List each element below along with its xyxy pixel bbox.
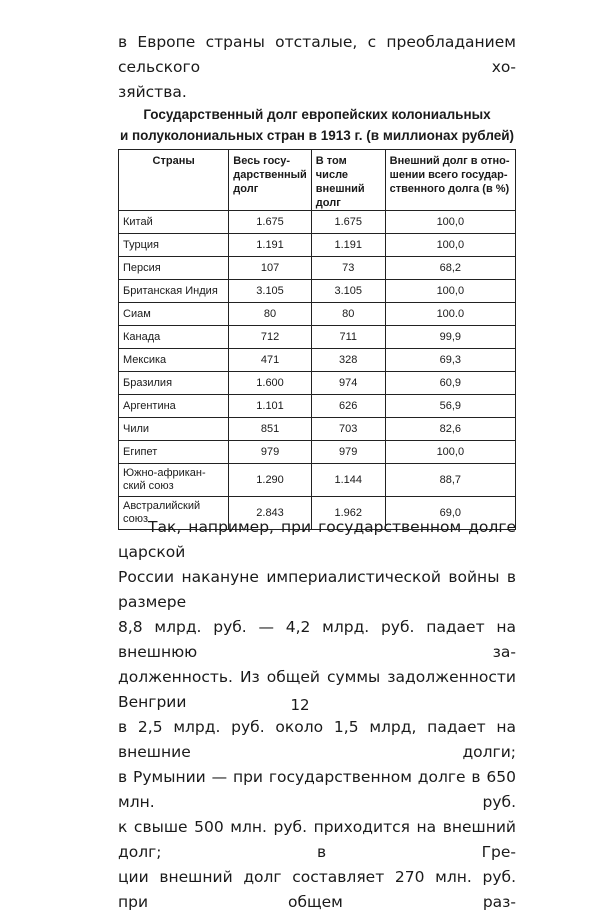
external-debt-cell: 1.675 [311,211,385,234]
external-debt-cell: 80 [311,303,385,326]
debt-table [118,149,516,530]
text-line: к свыше 500 млн. руб. приходится на внешний долг; в Гре- [118,818,516,861]
text-line: в Европе страны отсталые, с преобладанием сельского хо- [118,33,516,76]
table-row [119,257,516,280]
total-debt-cell: 3.105 [229,280,312,303]
country-cell: Аргентина [119,395,229,418]
table-row [119,464,516,497]
total-debt-cell: 1.600 [229,372,312,395]
total-debt-cell: 1.675 [229,211,312,234]
country-cell: Китай [119,211,229,234]
total-debt-cell: 979 [229,441,312,464]
bottom-paragraph [118,515,516,915]
external-percent-cell: 69,0 [385,497,515,530]
table-row [119,211,516,234]
total-debt-cell: 107 [229,257,312,280]
total-debt-cell: 1.290 [229,464,312,497]
table-row [119,372,516,395]
country-cell: Сиам [119,303,229,326]
table-row [119,280,516,303]
text-line: Так, например, при государственном долге царской [118,518,516,561]
table-title-line: и полуколониальных стран в 1913 г. (в миллионах рублей) [119,128,515,143]
country-cell: Южно-африкан- ский союз [119,464,229,497]
external-percent-cell: 99,9 [385,326,515,349]
total-debt-cell: 1.191 [229,234,312,257]
table-row [119,234,516,257]
page-number: 12 [290,696,310,714]
total-debt-cell: 80 [229,303,312,326]
total-debt-cell: 471 [229,349,312,372]
external-debt-cell: 974 [311,372,385,395]
external-debt-cell: 979 [311,441,385,464]
table-row [119,326,516,349]
header-external-percent-label: Внешний долг в отно- шении всего государ- ственного долга (в %) [389,155,510,195]
table-row [119,441,516,464]
external-percent-cell: 68,2 [385,257,515,280]
table-header-row [119,150,516,211]
country-cell: Персия [119,257,229,280]
table-row [119,303,516,326]
text-line: ции внешний долг составляет 270 млн. руб. при общем раз- [118,868,516,911]
text-line: 8,8 млрд. руб. — 4,2 млрд. руб. падает на внешнюю за- [118,618,516,661]
total-debt-cell: 1.101 [229,395,312,418]
external-percent-cell: 82,6 [385,418,515,441]
external-percent-cell: 100.0 [385,303,515,326]
country-cell: Австралийский союз [119,497,229,530]
text-line: в Румынии — при государственном долге в 650 млн. руб. [118,768,516,811]
header-countries-label: Страны [152,155,195,167]
table-title [118,104,516,146]
external-percent-cell: 69,3 [385,349,515,372]
table-row [119,418,516,441]
external-debt-cell: 703 [311,418,385,441]
country-cell: Чили [119,418,229,441]
external-debt-cell: 626 [311,395,385,418]
external-debt-cell: 711 [311,326,385,349]
country-cell: Египет [119,441,229,464]
header-countries [119,150,229,211]
country-cell: Бразилия [119,372,229,395]
country-cell: Турция [119,234,229,257]
table-row [119,349,516,372]
text-line: в 2,5 млрд. руб. около 1,5 млрд, падает на внешние долги; [118,718,516,761]
total-debt-cell: 851 [229,418,312,441]
external-debt-cell: 328 [311,349,385,372]
country-cell: Мексика [119,349,229,372]
external-percent-cell: 60,9 [385,372,515,395]
external-debt-cell: 1.962 [311,497,385,530]
header-external-debt-label: В том числе внешний долг [315,155,365,209]
text-line: зяйства. [118,83,187,101]
header-total-debt [229,150,312,211]
country-cell: Британская Индия [119,280,229,303]
external-debt-cell: 1.144 [311,464,385,497]
external-percent-cell: 100,0 [385,280,515,303]
top-paragraph [118,30,516,105]
external-debt-cell: 1.191 [311,234,385,257]
external-percent-cell: 100,0 [385,441,515,464]
external-debt-cell: 73 [311,257,385,280]
text-line: России накануне империалистической войны в размере [118,568,516,611]
header-total-debt-label: Весь госу- дарственный долг [233,155,307,195]
external-percent-cell: 100,0 [385,211,515,234]
table-row [119,395,516,418]
country-cell: Канада [119,326,229,349]
table-title-line: Государственный долг европейских колониальных [143,107,491,122]
header-external-debt [311,150,385,211]
total-debt-cell: 2.843 [229,497,312,530]
external-percent-cell: 56,9 [385,395,515,418]
text-line: долженность. Из общей суммы задолженности Венгрии [118,668,516,711]
external-percent-cell: 88,7 [385,464,515,497]
header-external-percent [385,150,515,211]
external-debt-cell: 3.105 [311,280,385,303]
external-percent-cell: 100,0 [385,234,515,257]
total-debt-cell: 712 [229,326,312,349]
